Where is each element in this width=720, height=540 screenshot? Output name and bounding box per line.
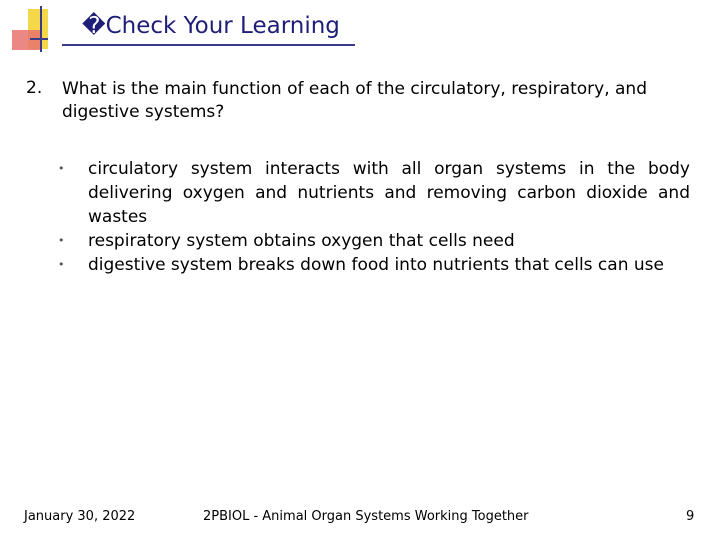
list-item [58, 253, 690, 277]
bullet-text: circulatory system interacts with all organ systems in the body delivering oxygen and nutrients and removing carbon dioxide and wastes [88, 159, 690, 227]
bullet-icon: • [58, 162, 65, 175]
question-text: What is the main function of each of the circulatory, respiratory, and digestive systems? [62, 79, 647, 122]
bullet-text: digestive system breaks down food into nutrients that cells can use [88, 255, 664, 275]
decor-vertical-rule [40, 6, 42, 52]
page-number: 9 [686, 509, 695, 524]
list-item [58, 157, 690, 229]
decor-red-square [12, 30, 40, 50]
footer-date: January 30, 2022 [24, 509, 136, 524]
question-number: 2. [26, 78, 43, 98]
bullet-icon: • [58, 234, 65, 247]
title-underline [62, 44, 355, 46]
footer-course-title: 2PBIOL - Animal Organ Systems Working Together [203, 509, 529, 524]
list-item [58, 229, 690, 253]
decor-short-rule [30, 38, 48, 40]
slide-title: �Check Your Learning [82, 13, 340, 39]
bullet-text: respiratory system obtains oxygen that cells need [88, 231, 515, 251]
answer-list [58, 157, 690, 277]
bullet-icon: • [58, 258, 65, 271]
